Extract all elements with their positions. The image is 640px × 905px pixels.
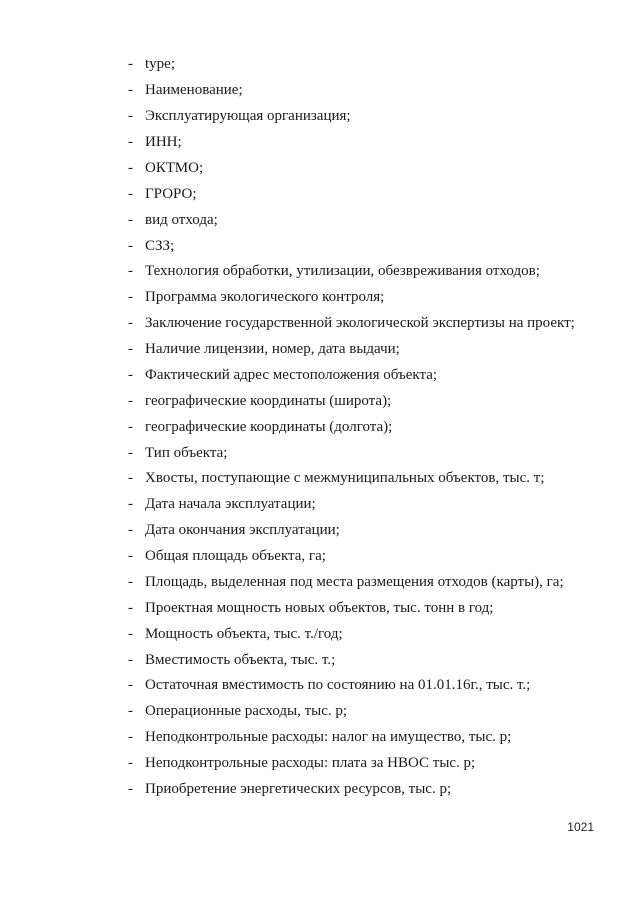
list-item — [128, 492, 575, 518]
list-item-text: Технология обработки, утилизации, обезвреживания отходов; — [145, 263, 540, 280]
list-item-text: Неподконтрольные расходы: налог на имущество, тыс. р; — [145, 729, 512, 746]
list-item-text: Заключение государственной экологической экспертизы на проект; — [145, 315, 575, 332]
list-bullet: - — [128, 496, 133, 513]
list-bullet: - — [128, 651, 133, 668]
list-bullet: - — [128, 263, 133, 280]
list-item — [128, 414, 575, 440]
list-bullet: - — [128, 185, 133, 202]
list-item-text: географические координаты (широта); — [145, 392, 392, 409]
list-item-text: географические координаты (долгота); — [145, 418, 393, 435]
list-item — [128, 181, 575, 207]
list-item-text: ОКТМО; — [145, 159, 204, 176]
list-bullet: - — [128, 134, 133, 151]
list-item-text: ГРОРО; — [145, 185, 197, 202]
list-bullet: - — [128, 470, 133, 487]
list-bullet: - — [128, 211, 133, 228]
list-bullet: - — [128, 237, 133, 254]
list-item-text: Остаточная вместимость по состоянию на 01.01.16г., тыс. т.; — [145, 677, 531, 694]
list-item-text: Приобретение энергетических ресурсов, тыс. р; — [145, 780, 452, 797]
list-bullet: - — [128, 677, 133, 694]
list-item — [128, 337, 575, 363]
list-item — [128, 751, 575, 777]
list-bullet: - — [128, 108, 133, 125]
list-bullet: - — [128, 392, 133, 409]
list-item — [128, 130, 575, 156]
list-item-text: Тип объекта; — [145, 444, 228, 461]
list-item-text: Общая площадь объекта, га; — [145, 548, 326, 565]
list-item — [128, 673, 575, 699]
list-item — [128, 777, 575, 803]
list-item-text: Наличие лицензии, номер, дата выдачи; — [145, 341, 400, 358]
list-item — [128, 699, 575, 725]
list-item — [128, 621, 575, 647]
list-item-text: Вместимость объекта, тыс. т.; — [145, 651, 336, 668]
list-item — [128, 207, 575, 233]
list-bullet: - — [128, 418, 133, 435]
list-item-text: ИНН; — [145, 134, 182, 151]
list-item — [128, 259, 575, 285]
list-item — [128, 725, 575, 751]
list-item — [128, 363, 575, 389]
list-item — [128, 311, 575, 337]
list-bullet: - — [128, 159, 133, 176]
list-item — [128, 78, 575, 104]
list-item — [128, 570, 575, 596]
list-item-text: Фактический адрес местоположения объекта; — [145, 366, 438, 383]
list-item-text: Неподконтрольные расходы: плата за НВОС тыс. р; — [145, 755, 476, 772]
list-item-text: Мощность объекта, тыс. т./год; — [145, 625, 343, 642]
list-bullet: - — [128, 780, 133, 797]
list-bullet: - — [128, 444, 133, 461]
list-item-text: СЗЗ; — [145, 237, 175, 254]
list-item-text: Дата окончания эксплуатации; — [145, 522, 340, 539]
list-item — [128, 647, 575, 673]
list-item-text: Площадь, выделенная под места размещения отходов (карты), га; — [145, 573, 564, 590]
list-item-text: Хвосты, поступающие с межмуниципальных объектов, тыс. т; — [145, 470, 545, 487]
list-bullet: - — [128, 315, 133, 332]
list-bullet: - — [128, 82, 133, 99]
list-item — [128, 440, 575, 466]
list-bullet: - — [128, 548, 133, 565]
list-item — [128, 388, 575, 414]
list-item — [128, 104, 575, 130]
list-item-text: Программа экологического контроля; — [145, 289, 385, 306]
list-bullet: - — [128, 522, 133, 539]
list-item — [128, 518, 575, 544]
list-item-text: Наименование; — [145, 82, 243, 99]
list-item-text: Операционные расходы, тыс. р; — [145, 703, 348, 720]
list-item-text: type; — [145, 56, 175, 73]
list-item — [128, 52, 575, 78]
list-item — [128, 156, 575, 182]
list-bullet: - — [128, 366, 133, 383]
list-bullet: - — [128, 599, 133, 616]
list-bullet: - — [128, 289, 133, 306]
list-bullet: - — [128, 755, 133, 772]
list-item — [128, 595, 575, 621]
list-bullet: - — [128, 341, 133, 358]
list-bullet: - — [128, 729, 133, 746]
list-item-text: Эксплуатирующая организация; — [145, 108, 351, 125]
list-item-text: вид отхода; — [145, 211, 218, 228]
list-item-text: Проектная мощность новых объектов, тыс. тонн в год; — [145, 599, 494, 616]
page-number: 1021 — [567, 820, 594, 834]
list-item-text: Дата начала эксплуатации; — [145, 496, 316, 513]
field-list — [128, 52, 575, 802]
list-item — [128, 544, 575, 570]
list-item — [128, 285, 575, 311]
list-bullet: - — [128, 703, 133, 720]
list-bullet: - — [128, 573, 133, 590]
list-item — [128, 233, 575, 259]
list-item — [128, 466, 575, 492]
list-bullet: - — [128, 56, 133, 73]
list-bullet: - — [128, 625, 133, 642]
